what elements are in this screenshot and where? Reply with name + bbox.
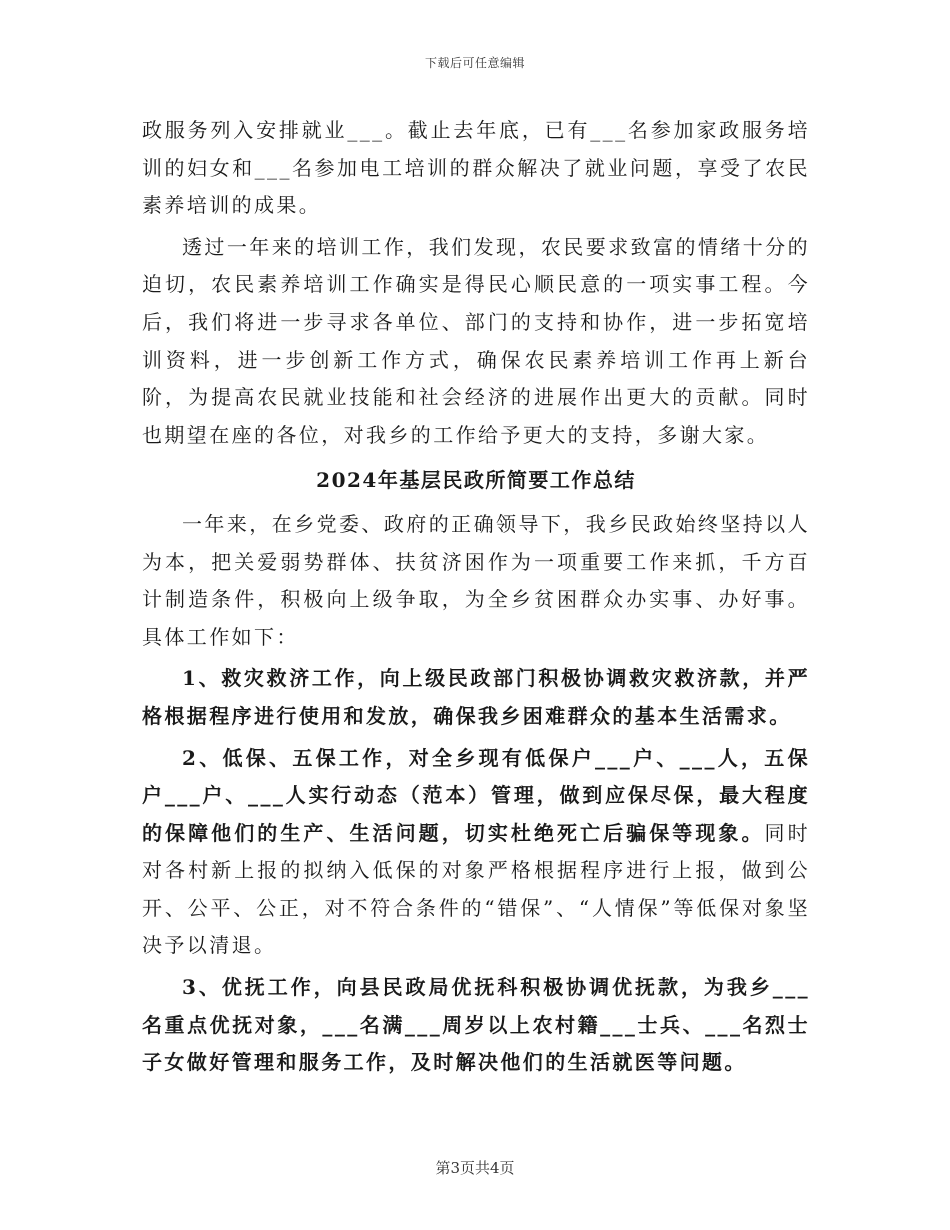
paragraph-special-care: 3、优抚工作，向县民政局优抚科积极协调优抚款，为我乡___名重点优抚对象，___名满___周岁以上农村籍___士兵、___名烈士子女做好管理和服务工作，及时解决他们的生活就医等问题。: [142, 975, 810, 1075]
paragraph-minimum-living: [142, 740, 810, 966]
page-header: 下载后可任意编辑: [424, 56, 525, 70]
minimum-living-bold-text: 2、低保、五保工作，对全乡现有低保户___户、___人，五保户___户、___人实行动态（范本）管理，做到应保尽保，最大程度的保障他们的生产、生活问题，切实杜绝死亡后骗保等现象。: [142, 745, 810, 845]
section-title: 2024年基层民政所简要工作总结: [316, 468, 636, 493]
page-number: 第3页共4页: [435, 1159, 515, 1177]
paragraph-continuation: 政服务列入安排就业___。截止去年底，已有___名参加家政服务培训的妇女和___名参加电工培训的群众解决了就业问题，享受了农民素养培训的成果。: [142, 118, 810, 218]
paragraph-intro: 一年来，在乡党委、政府的正确领导下，我乡民政始终坚持以人为本，把关爱弱势群体、扶贫济困作为一项重要工作来抓，千方百计制造条件，积极向上级争取，为全乡贫困群众办实事、办好事。具体工作如下：: [142, 511, 810, 649]
document-body: [142, 112, 810, 1082]
paragraph-training-summary: 透过一年来的培训工作，我们发现，农民要求致富的情绪十分的迫切，农民素养培训工作确实是得民心顺民意的一项实事工程。今后，我们将进一步寻求各单位、部门的支持和协作，进一步拓宽培训资料，进一步创新工作方式，确保农民素养培训工作再上新台阶，为提高农民就业技能和社会经济的进展作出更大的贡献。同时也期望在座的各位，对我乡的工作给予更大的支持，多谢大家。: [142, 234, 810, 447]
minimum-living-normal-text: 同时对各村新上报的拟纳入低保的对象严格根据程序进行上报，做到公开、公平、公正，对不符合条件的“错保”、“人情保”等低保对象坚决予以清退。: [142, 820, 810, 958]
paragraph-disaster-relief: 1、救灾救济工作，向上级民政部门积极协调救灾救济款，并严格根据程序进行使用和发放，确保我乡困难群众的基本生活需求。: [142, 666, 810, 728]
